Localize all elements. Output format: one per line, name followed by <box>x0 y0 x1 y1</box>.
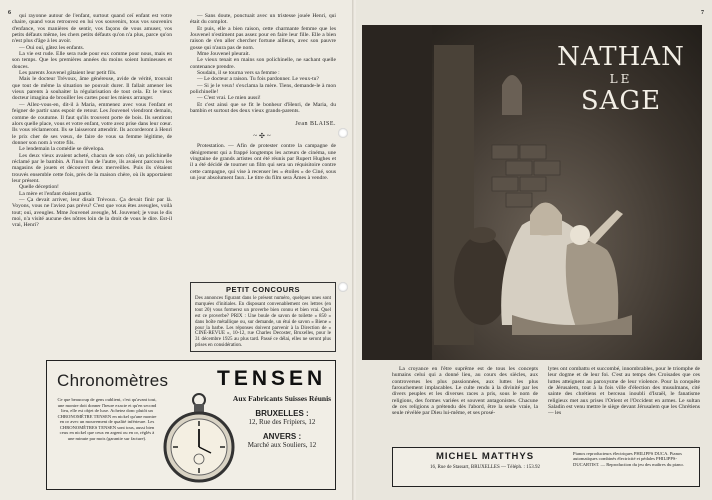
author-signature: Jean BLAISE. <box>295 120 336 127</box>
left-page <box>0 0 354 500</box>
film-title-line-1: NATHAN <box>557 42 685 72</box>
ad-tagline: Aux Fabricants Suisses Réunis <box>232 394 332 403</box>
matthys-address: 16, Rue de Stassart, BRUXELLES — Téléph. : 153.92 <box>430 465 540 470</box>
ad-addresses <box>232 395 332 450</box>
paragraph: Mme Jouvenel pleurait. <box>197 51 250 58</box>
paragraph: — Oui oui, gâtez les enfants. <box>19 44 85 51</box>
story-column-1 <box>12 13 172 356</box>
article-text-1: La croyance en l'être suprême est de tous les concepts humains celui qui a donné lieu, au cours des siècles, aux controverses les plus passionnées, aux luttes les plus farouchement implacables. Le culte rendu à la divinité par les divers peuples et les diverses races a pris, sous le nom de religions, des formes variées et souvent antagonistes. Chacune de ces religions a prétendu dès l'abord, être la seule vraie, la seule révélée par Dieu lui-même, et ses prosé- <box>392 366 538 417</box>
story-column-2 <box>190 13 336 281</box>
paragraph: Et c'est ainsi que se fit le bonheur d'Henri, de Maria, du bambin et surtout des deux vieux grands-parents. <box>190 101 336 115</box>
punch-hole <box>338 282 348 292</box>
matthys-left <box>397 451 573 470</box>
film-title <box>546 43 696 115</box>
contest-title: PETIT CONCOURS <box>225 285 301 294</box>
punch-hole <box>338 128 348 138</box>
matthys-name: MICHEL MATTHYS <box>435 451 535 462</box>
paragraph: — Allez-vous-en, dit-il à Maria, emmenez avec vous l'enfant et feigner de partir sans espoir de retour. Les Jouvenel viendront demain, comme de coutume. Il faut qu'ils trouvent porte de bois. Ils sentiront alors quelle place, vous et votre enfant, votre avez prise dans leur cœur. Ils vous réclameront. Ils se laisseront attendrir. Ils accorderont à Henri le prix cher de ses vœux, de faire de vous sa femme légitime, de donner son nom à votre fils. <box>12 101 172 146</box>
ad-city-1: BRUXELLES : <box>255 408 309 418</box>
paragraph: — Si je le veux! s'exclama la mère. Tiens, demande-le à mon polichinelle! <box>190 82 336 96</box>
paragraph: Les deux vieux avaient acheté, chacun de son côté, un polichinelle réclamé par le bambin. A l'insu l'un de l'autre, ils avaient parcouru les magasins de jouets et découvert deux merveilles. Puis ils s'étaient trouvés ensemble cette fois, près de la maison chère, où ils apportaient leur présent. <box>12 152 172 184</box>
story-column-2-text <box>190 13 336 115</box>
article-column-2 <box>548 366 700 444</box>
article-text-2: lytes ont combattu et succombé, innombrables, pour le triomphe de leur dogme et de leur foi. C'est au temps des Croisades que ces luttes atteignent au paroxysme de leur violence. Pour la conquête de Jérusalem, tout à la fois ville d'élection des musulmans, cité sainte des chrétiens et berceau inoubli d'Israël, le fanatisme religieux met aux prises l'Orient et l'Occident en armes. Le sultan Saladin est venu mettre le siège devant Jérusalem que les Chrétiens — les <box>548 366 700 417</box>
paragraph: Le vieux tenait en mains son polichinelle, ne sachant quelle contenance prendre. <box>190 57 336 70</box>
film-still-photo <box>362 25 702 360</box>
contest-body: Des annonces figurant dans le présent numéro, quelques unes sont marquées d'initiales. En disposant convenablement ces lettres (en tout 20) vous formerez un proverbe bien connu et bien vrai. Quel est ce proverbe? PRIX : Une boule de savon de toilette « 850 » dans boîte métallique ou, sur demande, un étui de savon « Biene » pour la barbe. Les réponses doivent parvenir à la Direction de « CINÉ-REVUE », 10-12, rue Charles Decoster, Bruxelles, pour le 31 décembre 1925 au plus tard. Passé ce délai, elles ne seront plus prises en considération. <box>195 296 331 349</box>
paragraph: Mais le docteur Trévoux, âme généreuse, avide de vérité, trouvait que tout de même la situation ne pouvait durer. Il fallait amener les vieux parents à souhaiter la régularisation de tout cela. Et le vieux docteur imagina de brouiller les cartes pour les mieux arranger. <box>12 76 172 102</box>
paragraph: — Sans doute, ponctuait avec un tristesse jouée Henri, qui était du complot. <box>190 13 336 26</box>
paragraph: Soudain, il se tourna vers sa femme : <box>197 70 280 77</box>
paragraph: — Le docteur a raison. Tu fois pardonner. Le veux-tu? <box>197 76 319 83</box>
matthys-text: Pianos reproducteurs électriques PHILIPPS DUCA. Pianos automatiques combinés électricité et pédales PHILIPPS-DUCARTIST. — Reproduction du jeu des maîtres du piano. <box>573 451 684 467</box>
page-number: 6 <box>8 10 11 16</box>
ad-brand: Chronomètres <box>57 371 169 390</box>
protest-paragraph: Protestation. — Afin de protester contre la campagne de dénigrement qui a frappé longtemps les acteurs de cinéma, une vingtaine de grands artistes ont été réunis par Rupert Hughes et il a été décidé de tourner un film qui sera un réquisitoire contre cette campagne, qui vise à recenser les « étoiles » de Ciné, sous un jour absolument faux. Le titre du film sera Âmes à vendre. <box>190 143 336 181</box>
ad-address-2: Marché aux Souliers, 12 <box>247 441 317 449</box>
paragraph: La mère et l'enfant étaient partis. <box>19 190 93 197</box>
ad-name: TENSEN <box>217 367 327 390</box>
paragraph: — C'est vrai. Le mien aussi! <box>197 95 261 102</box>
contest-box <box>190 282 336 352</box>
paragraph: La vie est rude. Elle sera rude pour eux comme pour nous, mais en son temps. Que les premières années du moins soient lumineuses et douces. <box>12 51 172 70</box>
ad-blurb: Ce que beaucoup de gens oublient, c'est qu'avant tout, une montre doit donner l'heure exacte et qu'en second lieu, elle est objet de luxe. Achetez donc plutôt un CHRONOMÈTRE TENSEN en nickel qu'une montre en or avec un mouvement de qualité inférieure. Les CHRONOMÈTRES TENSEN sont tous, aussi bien ceux en nickel que ceux en argent ou en or, réglés à une minute par mois (garantie sur facture). <box>57 397 157 441</box>
film-title-line-3: SAGE <box>580 86 662 116</box>
paragraph: qui rayonne autour de l'enfant, surtout quand ceï enfant est votre chaire, quand vous retrouvez en lui vos souvenirs, tous vos souvenirs d'enfance, vos manières de sentir, vos façons de vous amuser, vos petits défauts même, les chers petits défauts qu'on n'a plus, parce qu'on n'est plus d'âge à les avoir. <box>12 13 172 45</box>
page-number: 7 <box>701 10 704 16</box>
section-separator: ~✣~ <box>253 131 273 140</box>
tensen-advertisement <box>46 360 336 490</box>
paragraph: Le lendemain la comédie se dévelopa. <box>19 146 105 153</box>
pocket-watch-illustration <box>163 391 235 485</box>
paragraph: Quelle déception! <box>19 184 59 191</box>
ad-city-2: ANVERS : <box>262 431 302 441</box>
ad-address-1: 12, Rue des Fripiers, 12 <box>248 418 316 426</box>
paragraph: Les parents Jouvenel gâtaient leur petit fils. <box>19 70 117 77</box>
film-title-line-2: LE <box>609 72 633 86</box>
paragraph: Et puis, elle a bien raison, cette charmante femme que les Jouvenel n'estiment pas assez pour en faire leur fille. Elle a bien raison de s'en aller chercher fortune ailleurs, avec son pauvre gosse qui n'aura pas de nom. <box>190 25 336 51</box>
matthys-advertisement <box>392 447 700 487</box>
article-column-1 <box>392 366 538 444</box>
paragraph: — Ça devait arriver, leur disait Trévoux. Ça devait finir par là. Voyons, vous ne l'aviez pas prévu? C'est que vous êtes aveugles, voilà tout; oui, aveugles. Mme Jouvenel aveugle, M. Jouvenel; je vous le dis moi, n'a visité aucune des nôtres loin de la droit de vous le dire. Est-il vrai, Henri? <box>12 196 172 229</box>
